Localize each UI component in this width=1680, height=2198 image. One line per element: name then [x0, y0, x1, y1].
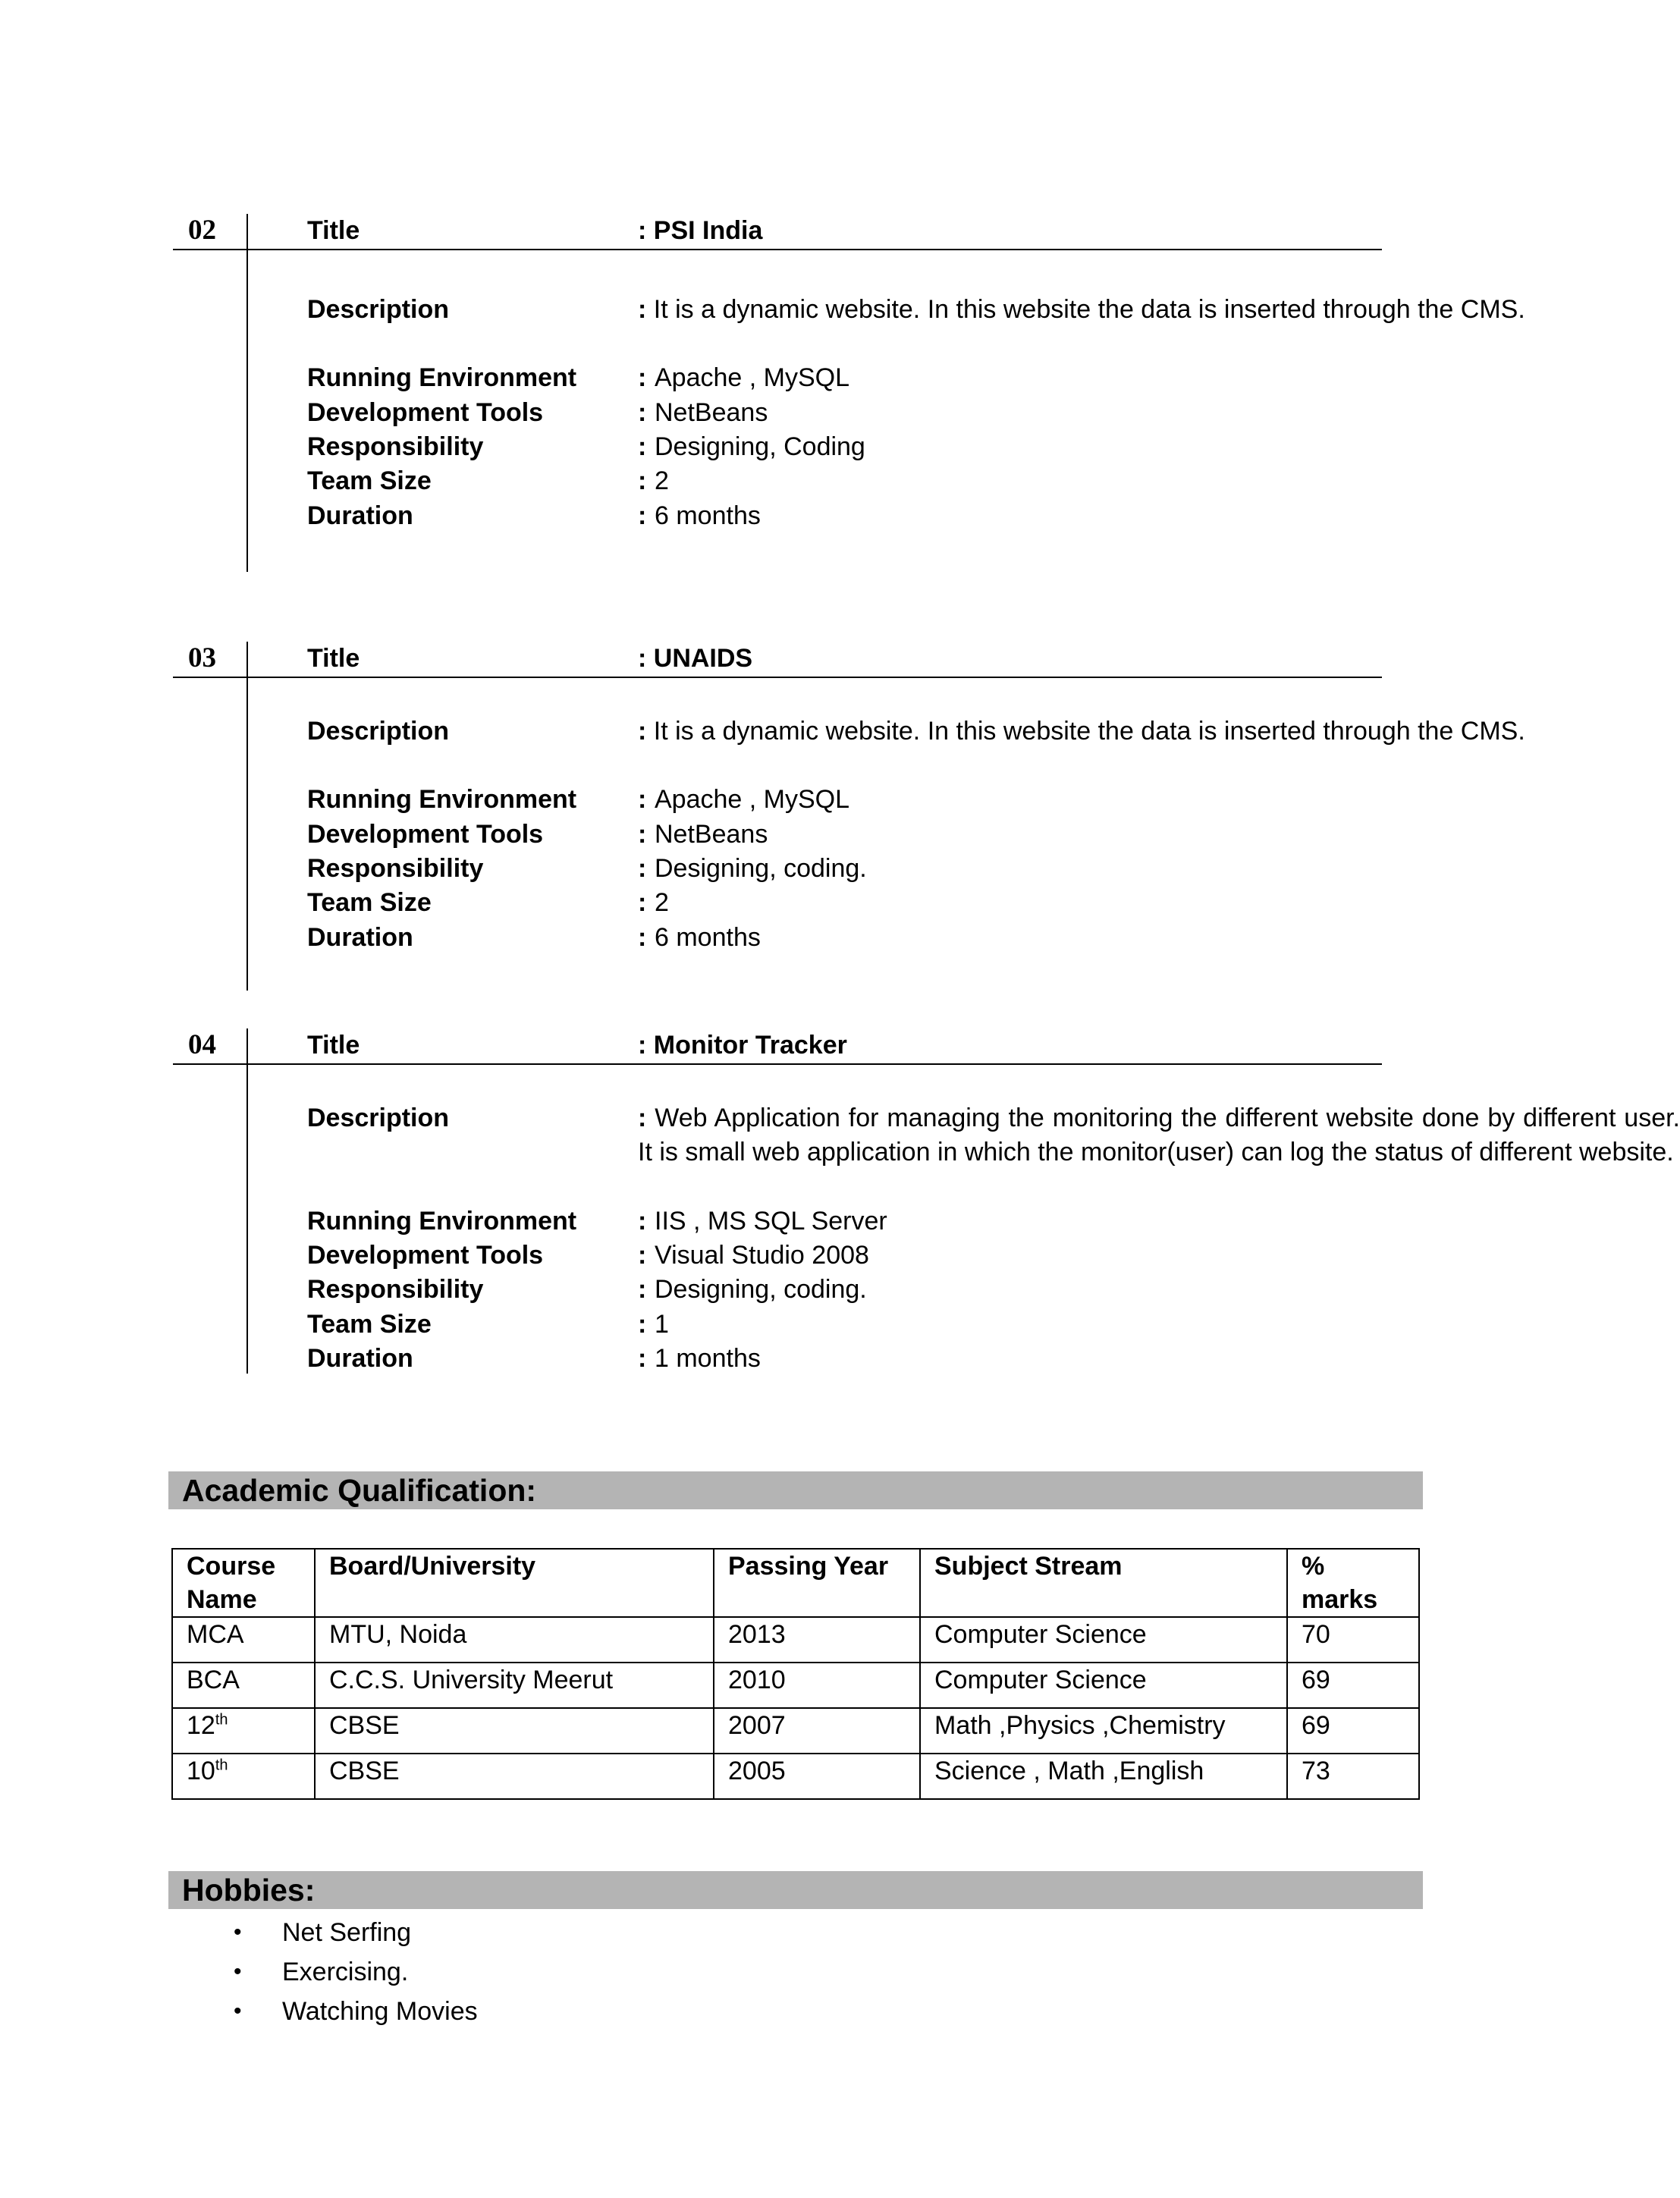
description-label: Description	[307, 1104, 450, 1132]
duration-value: 6 months	[655, 923, 761, 952]
project-vertical-rule	[247, 1028, 248, 1374]
project-title: : PSI India	[638, 216, 763, 245]
responsibility-value: Designing, coding.	[655, 1275, 867, 1304]
table-row	[172, 1617, 1419, 1663]
duration-label: Duration	[307, 501, 413, 530]
team-size-label: Team Size	[307, 888, 432, 917]
title-label: Title	[307, 1031, 360, 1060]
year-cell: 2005	[714, 1754, 920, 1799]
column-header: Passing Year	[714, 1549, 920, 1617]
description-value: : It is a dynamic website. In this website the data is inserted through the CMS.	[638, 295, 1525, 324]
running-environment-value: Apache , MySQL	[655, 363, 850, 392]
list-item: • Exercising.	[228, 1952, 478, 1992]
column-header: Subject Stream	[920, 1549, 1287, 1617]
bullet-icon: •	[234, 1920, 242, 1945]
marks-cell: 73	[1287, 1754, 1419, 1799]
running-environment-value: IIS , MS SQL Server	[655, 1207, 887, 1236]
year-cell: 2007	[714, 1708, 920, 1754]
bullet-icon: •	[234, 1959, 242, 1984]
team-size-value: 2	[655, 466, 669, 495]
project-horizontal-rule	[173, 1063, 1382, 1065]
development-tools-value: NetBeans	[655, 820, 768, 849]
project-horizontal-rule	[173, 249, 1382, 250]
duration-value: 1 months	[655, 1344, 761, 1373]
course-cell: 12th	[172, 1708, 315, 1754]
running-environment-value: Apache , MySQL	[655, 785, 850, 814]
marks-cell: 70	[1287, 1617, 1419, 1663]
team-size-label: Team Size	[307, 1310, 432, 1339]
section-heading-text: Hobbies:	[182, 1873, 316, 1908]
hobbies-list	[228, 1913, 478, 2031]
academic-table	[171, 1548, 1420, 1800]
column-header: % marks	[1287, 1549, 1419, 1617]
responsibility-label: Responsibility	[307, 432, 484, 461]
table-header-row	[172, 1549, 1419, 1617]
column-header: Board/University	[315, 1549, 714, 1617]
running-environment-label: Running Environment	[307, 785, 577, 814]
development-tools-value: Visual Studio 2008	[655, 1241, 869, 1270]
responsibility-value: Designing, Coding	[655, 432, 865, 461]
duration-value: 6 months	[655, 501, 761, 530]
table-row	[172, 1663, 1419, 1708]
team-size-value: 2	[655, 888, 669, 917]
description-value: : Web Application for managing the monitoring the different website done by different user. It is small web application in which the monitor(user) can log the status of different website.	[638, 1104, 1680, 1167]
project-vertical-rule	[247, 642, 248, 991]
board-cell: MTU, Noida	[315, 1617, 714, 1663]
project-title: : UNAIDS	[638, 644, 753, 673]
project-number: 02	[188, 215, 216, 246]
description-label: Description	[307, 295, 450, 324]
team-size-value: 1	[655, 1310, 669, 1339]
course-cell: MCA	[172, 1617, 315, 1663]
stream-cell: Math ,Physics ,Chemistry	[920, 1708, 1287, 1754]
list-item: • Net Serfing	[228, 1913, 478, 1952]
bullet-icon: •	[234, 1999, 242, 2024]
marks-cell: 69	[1287, 1708, 1419, 1754]
board-cell: CBSE	[315, 1754, 714, 1799]
running-environment-label: Running Environment	[307, 363, 577, 392]
section-heading-text: Academic Qualification:	[182, 1473, 537, 1508]
title-label: Title	[307, 644, 360, 673]
hobbies-heading	[168, 1871, 1423, 1909]
project-number: 04	[188, 1029, 216, 1060]
year-cell: 2013	[714, 1617, 920, 1663]
academic-qualification-heading	[168, 1471, 1423, 1509]
duration-label: Duration	[307, 1344, 413, 1373]
responsibility-label: Responsibility	[307, 854, 484, 883]
description-value: : It is a dynamic website. In this website the data is inserted through the CMS.	[638, 717, 1525, 746]
table-row	[172, 1754, 1419, 1799]
marks-cell: 69	[1287, 1663, 1419, 1708]
team-size-label: Team Size	[307, 466, 432, 495]
course-cell: BCA	[172, 1663, 315, 1708]
stream-cell: Science , Math ,English	[920, 1754, 1287, 1799]
project-vertical-rule	[247, 214, 248, 572]
project-title: : Monitor Tracker	[638, 1031, 847, 1060]
project-number: 03	[188, 642, 216, 674]
responsibility-label: Responsibility	[307, 1275, 484, 1304]
course-cell: 10th	[172, 1754, 315, 1799]
duration-label: Duration	[307, 923, 413, 952]
column-header: Course Name	[172, 1549, 315, 1617]
responsibility-value: Designing, coding.	[655, 854, 867, 883]
title-label: Title	[307, 216, 360, 245]
development-tools-value: NetBeans	[655, 398, 768, 427]
description-label: Description	[307, 717, 450, 746]
development-tools-label: Development Tools	[307, 398, 544, 427]
project-horizontal-rule	[173, 677, 1382, 678]
stream-cell: Computer Science	[920, 1617, 1287, 1663]
running-environment-label: Running Environment	[307, 1207, 577, 1236]
development-tools-label: Development Tools	[307, 1241, 544, 1270]
stream-cell: Computer Science	[920, 1663, 1287, 1708]
board-cell: C.C.S. University Meerut	[315, 1663, 714, 1708]
list-item: • Watching Movies	[228, 1992, 478, 2031]
board-cell: CBSE	[315, 1708, 714, 1754]
development-tools-label: Development Tools	[307, 820, 544, 849]
year-cell: 2010	[714, 1663, 920, 1708]
table-row	[172, 1708, 1419, 1754]
